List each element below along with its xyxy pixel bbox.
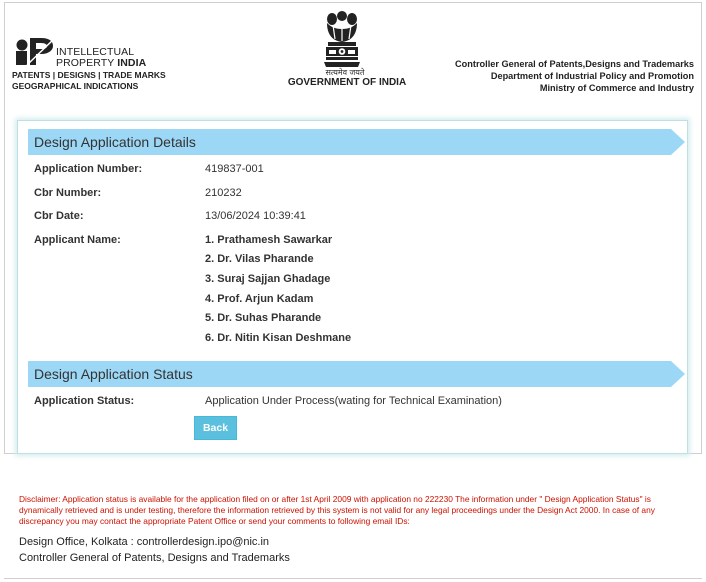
cbr-number-label: Cbr Number: [34, 187, 102, 199]
ministry-line-3: Ministry of Commerce and Industry [539, 83, 694, 93]
applicant-item: 5. Dr. Suhas Pharande [205, 312, 322, 324]
applicant-item: 2. Dr. Vilas Pharande [205, 253, 314, 265]
status-banner [28, 361, 685, 387]
ipo-logo-line2a: PROPERTY [56, 57, 115, 69]
status-heading: Design Application Status [34, 366, 193, 382]
application-number-value: 419837-001 [205, 163, 264, 175]
ipo-logo-gi: GEOGRAPHICAL INDICATIONS [12, 81, 139, 91]
cbr-date-label: Cbr Date: [34, 210, 84, 222]
ipo-logo-line2b: INDIA [117, 57, 147, 69]
application-panel [17, 120, 688, 454]
gov-motto: सत्यमेव जयते [325, 68, 365, 77]
footer-org-name: Controller General of Patents, Designs and Trademarks [19, 552, 290, 564]
cbr-number-value: 210232 [205, 187, 242, 199]
disclaimer-text: Disclaimer: Application status is available for the application filed on or after 1st April 2009 with application no 222230 The information under " Design Application Status" is dynamically retrieved and is under testing, therefore the information retrieved by this system is not valid for any legal proceedings under the Design Act 2000. In case of any discrepancy you may contact the appropriate Patent Office or send your comments to following email IDs: [19, 494, 655, 526]
ministry-line-2: Department of Industrial Policy and Promotion [490, 71, 694, 81]
page-container [4, 2, 702, 454]
footer-divider [4, 578, 702, 579]
application-status-label: Application Status: [34, 395, 135, 407]
details-heading: Design Application Details [34, 134, 196, 150]
application-number-label: Application Number: [34, 163, 143, 175]
applicant-item: 3. Suraj Sajjan Ghadage [205, 273, 331, 285]
applicant-name-label: Applicant Name: [34, 234, 121, 246]
gov-title: GOVERNMENT OF INDIA [287, 77, 407, 88]
applicant-item: 6. Dr. Nitin Kisan Deshmane [205, 332, 352, 344]
ipo-logo-subtitle: PATENTS | DESIGNS | TRADE MARKS [12, 70, 166, 80]
ministry-header [455, 58, 694, 94]
ipo-logo-text [56, 47, 146, 69]
ipo-logo-line1: INTELLECTUAL [56, 46, 135, 58]
details-banner [28, 129, 685, 155]
national-emblem-icon [319, 9, 365, 69]
ipo-logo [10, 33, 166, 93]
ipo-logo-mark-icon [13, 36, 55, 66]
applicant-item: 4. Prof. Arjun Kadam [205, 293, 314, 305]
applicant-item: 1. Prathamesh Sawarkar [205, 234, 333, 246]
application-status-value: Application Under Process(wating for Technical Examination) [205, 395, 502, 407]
cbr-date-value: 13/06/2024 10:39:41 [205, 210, 306, 222]
design-office-contact: Design Office, Kolkata : controllerdesign.ipo@nic.in [19, 536, 270, 548]
ministry-line-1: Controller General of Patents,Designs and Trademarks [455, 59, 694, 69]
back-button[interactable]: Back [194, 416, 237, 440]
